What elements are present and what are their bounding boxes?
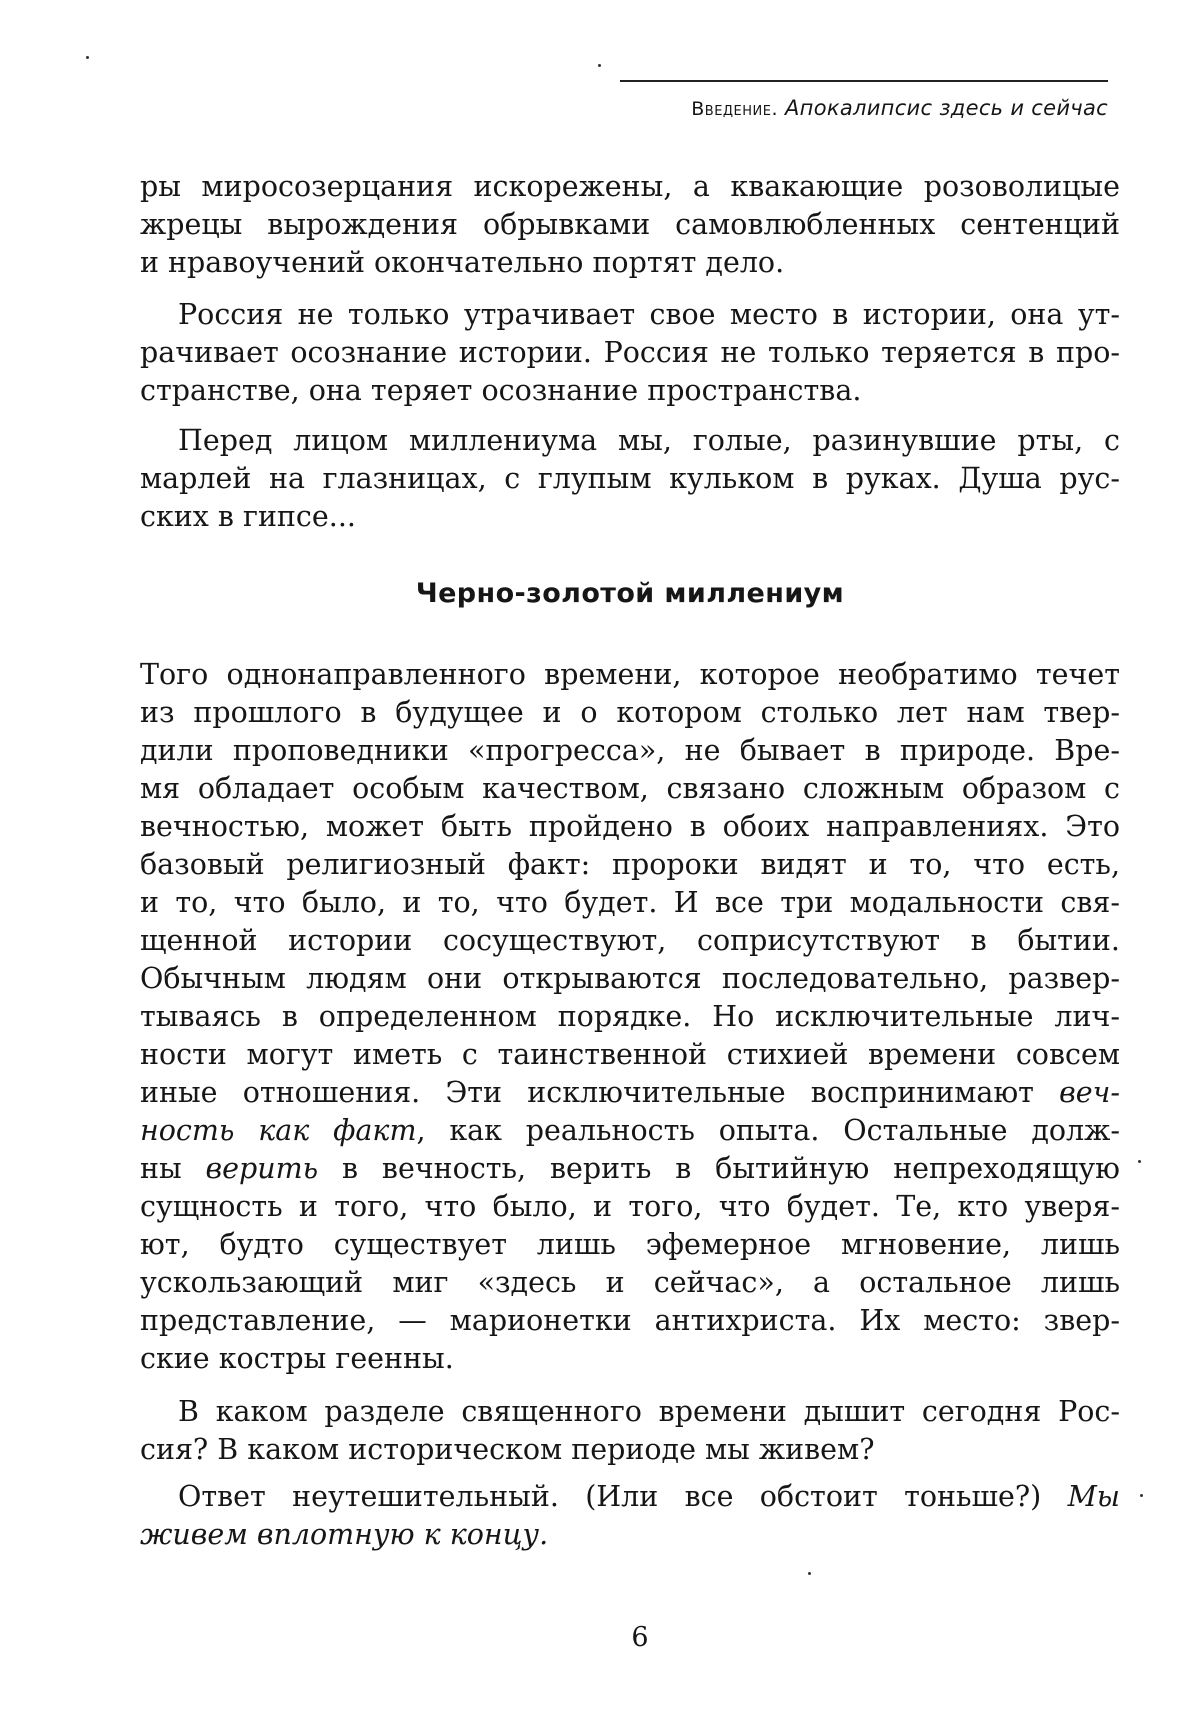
text-line: тываясь в определенном порядке. Но исключительные лич- — [140, 1000, 1120, 1033]
paragraph-russia-history — [140, 296, 1120, 410]
scan-speck — [86, 56, 89, 59]
text-line — [140, 1074, 1120, 1112]
text-line: странстве, она теряет осознание пространства. — [140, 374, 862, 407]
text-line: сущность и того, что было, и того, что будет. Те, кто уверя- — [140, 1190, 1120, 1223]
italic-fragment: ность как факт — [140, 1114, 417, 1147]
running-header-section: Введение. — [691, 98, 779, 120]
text-line: сия? В каком историческом периоде мы живем? — [140, 1433, 875, 1466]
paragraph-millennium-face — [140, 422, 1120, 536]
section-body — [140, 656, 1120, 1378]
text-line: ские костры геенны. — [140, 1342, 454, 1375]
text-line: Обычным людям они открываются последовательно, развер- — [140, 962, 1120, 995]
italic-fragment: веч- — [1059, 1076, 1120, 1109]
text-fragment: в вечность, верить в бытийную непреходящую — [318, 1152, 1120, 1185]
running-header — [691, 96, 1108, 120]
scan-speck — [1140, 1494, 1143, 1497]
text-line: ют, будто существует лишь эфемерное мгновение, лишь — [140, 1228, 1120, 1261]
text-fragment: , как реальность опыта. Остальные долж- — [416, 1114, 1120, 1147]
paragraph-sacred-time — [140, 1393, 1120, 1469]
italic-fragment: Мы — [1067, 1480, 1120, 1513]
text-line: В каком разделе священного времени дышит сегодня Рос- — [178, 1395, 1120, 1428]
text-line: ускользающий миг «здесь и сейчас», а остальное лишь — [140, 1266, 1120, 1299]
text-line: Того однонаправленного времени, которое необратимо течет — [140, 658, 1120, 691]
running-header-chapter: Апокалипсис здесь и сейчас — [785, 96, 1108, 120]
text-line: Перед лицом миллениума мы, голые, разинувшие рты, с — [178, 424, 1120, 457]
paragraph-continuation — [140, 168, 1120, 282]
paragraph-answer — [140, 1478, 1120, 1554]
scan-speck — [1138, 1160, 1141, 1163]
text-line: жрецы вырождения обрывками самовлюбленных сентенций — [140, 208, 1120, 241]
text-line: марлей на глазницах, с глупым кульком в руках. Душа рус- — [140, 462, 1120, 495]
text-fragment: иные отношения. Эти исключительные воспринимают — [140, 1076, 1060, 1109]
text-line: вечностью, может быть пройдено в обоих направлениях. Это — [140, 810, 1120, 843]
text-line: дили проповедники «прогресса», не бывает в природе. Вре- — [140, 734, 1120, 767]
header-rule — [620, 80, 1108, 82]
text-fragment: ны — [140, 1152, 206, 1185]
text-line: базовый религиозный факт: пророки видят и то, что есть, — [140, 848, 1120, 881]
italic-fragment: верить — [205, 1152, 319, 1185]
section-title: Черно-золотой миллениум — [415, 578, 845, 609]
text-line — [140, 1112, 1120, 1150]
text-line: ских в гипсе... — [140, 500, 356, 533]
text-line: представление, — марионетки антихриста. Их место: звер- — [140, 1304, 1120, 1337]
page-number: 6 — [631, 1622, 649, 1653]
text-line: мя обладает особым качеством, связано сложным образом с — [140, 772, 1120, 805]
text-line: живем вплотную к концу. — [140, 1518, 549, 1551]
text-line — [140, 1478, 1120, 1516]
text-line: из прошлого в будущее и о котором столько лет нам твер- — [140, 696, 1120, 729]
text-line: щенной истории сосуществуют, соприсутствуют в бытии. — [140, 924, 1120, 957]
text-fragment: Ответ неутешительный. (Или все обстоит тоньше?) — [178, 1480, 1068, 1513]
text-line — [140, 1150, 1120, 1188]
text-line: Россия не только утрачивает свое место в истории, она ут- — [178, 298, 1120, 331]
text-line: ры миросозерцания искорежены, а квакающие розоволицые — [140, 170, 1120, 203]
text-line: ности могут иметь с таинственной стихией времени совсем — [140, 1038, 1120, 1071]
text-line: и то, что было, и то, что будет. И все три модальности свя- — [140, 886, 1120, 919]
scan-speck — [808, 1572, 811, 1575]
text-line: и нравоучений окончательно портят дело. — [140, 246, 785, 279]
scan-speck — [598, 64, 601, 67]
text-line: рачивает осознание истории. Россия не только теряется в про- — [140, 336, 1120, 369]
